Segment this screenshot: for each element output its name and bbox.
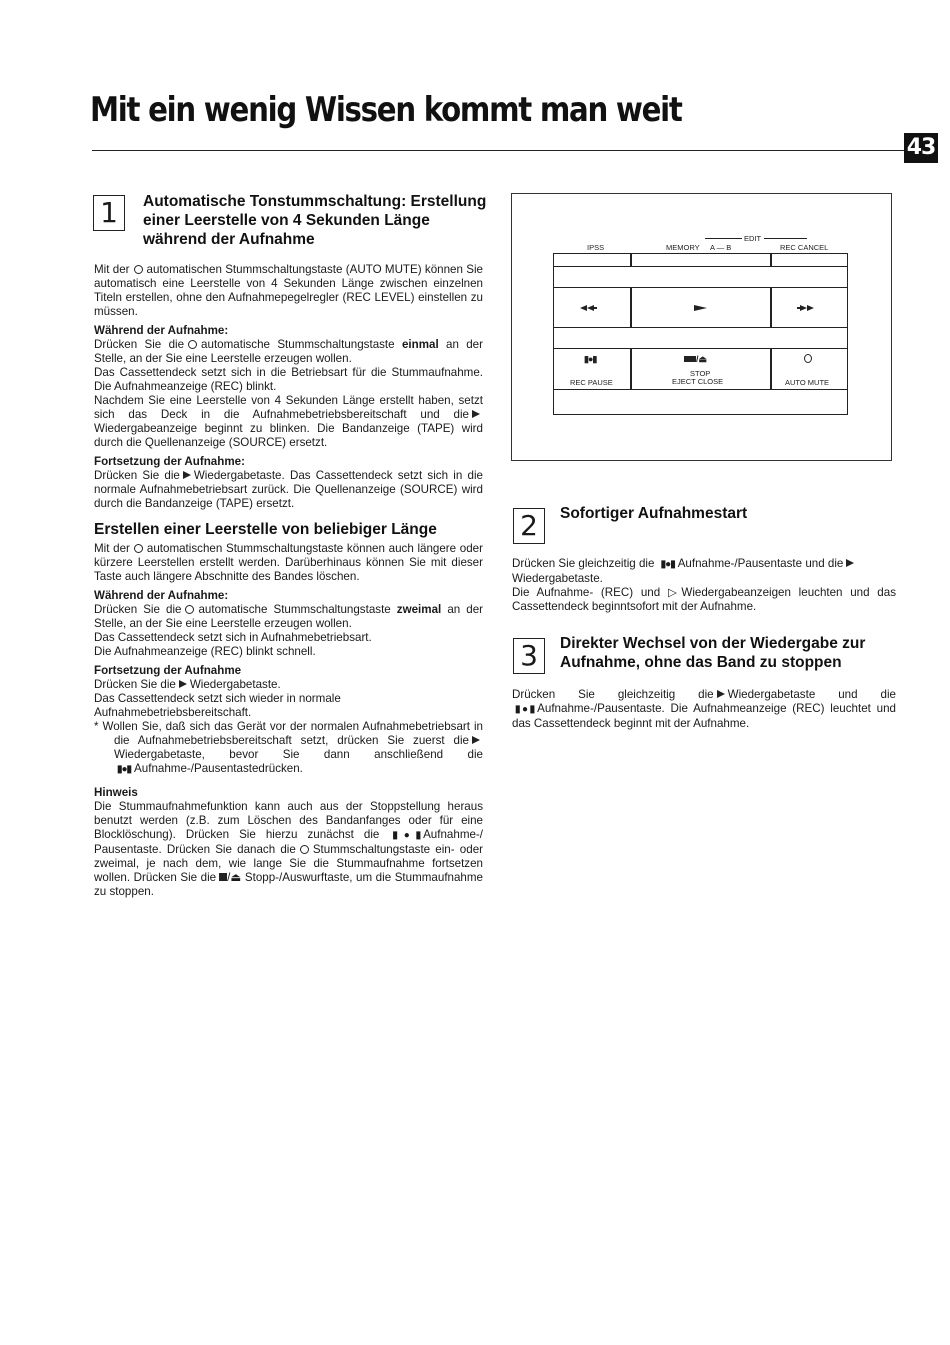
section2-text bbox=[512, 557, 896, 614]
rec-pause-icon: ▮●▮ bbox=[584, 354, 597, 364]
play-icon bbox=[472, 410, 480, 418]
play-icon bbox=[179, 680, 187, 688]
section1b-continue-text: Drücken Sie die Wiedergabetaste. bbox=[94, 678, 281, 691]
page-number: 43 bbox=[904, 133, 938, 163]
section3-heading: Direkter Wechsel von der Wiedergabe zur Aufnahme, ohne das Band zu stoppen bbox=[560, 635, 866, 671]
edit-bracket-left bbox=[705, 238, 742, 239]
label-stop: STOP bbox=[690, 369, 711, 378]
left-column bbox=[94, 263, 483, 899]
label-eject-close: EJECT CLOSE bbox=[672, 377, 724, 386]
rec-pause-icon: ▮●▮ bbox=[660, 559, 675, 570]
rec-pause-icon: ▮●▮ bbox=[117, 764, 132, 775]
auto-mute-icon bbox=[804, 354, 812, 366]
section-number-1: 1 bbox=[93, 195, 125, 231]
section1b-continue-text-2: Das Cassettendeck setzt sich wieder in normale Aufnahmebetriebsbereitschaft. bbox=[94, 692, 341, 719]
section2-heading: Sofortiger Aufnahmestart bbox=[560, 505, 748, 522]
section3-paragraph: Drücken Sie gleichzeitig die Wiedergabetaste und die ▮●▮ Aufnahme-/Pausentaste. Die Aufnahmeanzeige (REC) leuchtet und das Cassettendeck beginnt mit der Aufnahme. bbox=[512, 688, 896, 730]
label-ipss: IPSS bbox=[587, 243, 605, 252]
section1b-during-heading: Während der Aufnahme: bbox=[94, 589, 229, 602]
section1-during-text-2: Das Cassettendeck setzt sich in die Betriebsart für die Stummaufnahme. Die Aufnahmeanzeige (REC) blinkt. bbox=[94, 366, 483, 393]
section2-paragraph-2: Die Aufnahme- (REC) und ▷Wiedergabeanzeigen leuchten und das Cassettendeck beginntsofort mit der Aufnahme. bbox=[512, 586, 896, 613]
section1b-during-text: Drücken Sie die automatische Stummschaltungstaste zweimal an der Stelle, an der Sie eine Leerstelle erzeugen wollen. bbox=[94, 603, 483, 630]
play-outline-icon: ▷ bbox=[667, 586, 682, 599]
label-a-b: A — B bbox=[710, 243, 732, 252]
hint-heading: Hinweis bbox=[94, 786, 138, 799]
fast-forward-icon bbox=[797, 302, 814, 314]
play-icon bbox=[717, 690, 725, 698]
auto-mute-icon bbox=[300, 845, 309, 854]
play-icon bbox=[183, 471, 191, 479]
memory-button[interactable] bbox=[630, 253, 772, 267]
rec-pause-icon: ▮●▮ bbox=[515, 704, 535, 715]
ipss-button[interactable] bbox=[553, 253, 632, 267]
title-rule bbox=[92, 150, 904, 151]
section-number-2: 2 bbox=[513, 508, 545, 544]
stop-icon bbox=[219, 873, 227, 881]
hint-text: Die Stummaufnahmefunktion kann auch aus der Stoppstellung heraus benutzt werden (z.B. zum Löschen des Bandanfanges oder für eine Blocklöschung). Drücken Sie hierzu zunächst die ▮●▮ Aufnahme-/ Pausentaste. Drücken Sie danach die Stummschaltungstaste ein- oder zweimal, je nach dem, wie lange Sie die Stummaufnahme fortsetzen wollen. Drücken Sie die /⏏ Stopp-/Auswurftaste, um die Stummaufnahme zu stoppen. bbox=[94, 800, 484, 898]
page-title: Mit ein wenig Wissen kommt man weit bbox=[90, 90, 682, 130]
rec-cancel-button[interactable] bbox=[770, 253, 848, 267]
rec-pause-icon: ▮●▮ bbox=[392, 830, 421, 841]
play-icon bbox=[846, 559, 854, 567]
section1b-heading: Erstellen einer Leerstelle von beliebiger Länge bbox=[94, 521, 437, 538]
section1b-note: * Wollen Sie, daß sich das Gerät vor der normalen Aufnahmebetriebsart in die Aufnahmebetriebsbereitschaft setzt, drücken Sie zuerst dieWiedergabetaste, bevor Sie dann anschließend die ▮●▮ Aufnahme-/Pausentastedrücken. bbox=[94, 720, 483, 775]
label-auto-mute: AUTO MUTE bbox=[785, 378, 830, 387]
edit-bracket-right bbox=[764, 238, 807, 239]
section1-during-heading: Während der Aufnahme: bbox=[94, 324, 229, 337]
section1b-during-text-2: Das Cassettendeck setzt sich in Aufnahmebetriebsart. bbox=[94, 631, 372, 644]
deck-panel bbox=[553, 253, 848, 415]
play-icon bbox=[694, 302, 707, 314]
auto-mute-icon bbox=[185, 605, 194, 614]
section-number-3: 3 bbox=[513, 638, 545, 674]
section1-during-text: Drücken Sie die automatische Stummschaltungstaste einmal an der Stelle, an der Sie eine Leerstelle erzeugen wollen. bbox=[94, 338, 483, 365]
stop-eject-icon: /⏏ bbox=[684, 354, 707, 365]
eject-icon: ⏏ bbox=[230, 871, 242, 884]
section1b-intro: Mit der automatischen Stummschaltungstaste können auch längere oder kürzere Leerstellen erstellt werden. Darüberhinaus können Sie mit dieser Taste auch längere Abschnitte des Bandes löschen. bbox=[94, 542, 483, 583]
rewind-icon bbox=[580, 302, 597, 314]
label-rec-cancel: REC CANCEL bbox=[780, 243, 829, 252]
section1b-during-text-3: Die Aufnahmeanzeige (REC) blinkt schnell. bbox=[94, 645, 316, 658]
auto-mute-icon bbox=[188, 340, 197, 349]
label-rec-pause: REC PAUSE bbox=[570, 378, 613, 387]
play-icon bbox=[472, 736, 480, 744]
section1-heading: Automatische Tonstummschaltung: Erstellung einer Leerstelle von 4 Sekunden Länge während der Aufnahme bbox=[143, 193, 487, 248]
auto-mute-icon bbox=[134, 544, 143, 553]
section2-paragraph: Drücken Sie gleichzeitig die ▮●▮ Aufnahme-/Pausentaste und dieWiedergabetaste. bbox=[512, 557, 896, 586]
section1-intro: Mit der automatischen Stummschaltungstaste (AUTO MUTE) können Sie automatisch eine Leerstelle von 4 Sekunden Länge zwischen einzelnen Titeln erstellen, ohne den Aufnahmepegelregler (REC LEVEL) einstellen zu müssen. bbox=[94, 263, 483, 318]
section3-text bbox=[512, 688, 896, 731]
label-memory: MEMORY bbox=[666, 243, 700, 252]
section1-continue-text: Drücken Sie die Wiedergabetaste. Das Cassettendeck setzt sich in die normale Aufnahmebetriebsart zurück. Die Quellenanzeige (SOURCE) wird durch die Bandanzeige (TAPE) ersetzt. bbox=[94, 469, 483, 510]
section1-continue-heading: Fortsetzung der Aufnahme: bbox=[94, 455, 245, 468]
section1b-continue-heading: Fortsetzung der Aufnahme bbox=[94, 664, 242, 677]
label-edit: EDIT bbox=[744, 234, 762, 243]
section1-during-text-3: Nachdem Sie eine Leerstelle von 4 Sekunden Länge erstellt haben, setzt sich das Deck in die Aufnahmebetriebsbereitschaft und dieWiedergabeanzeige beginnt zu blinken. Die Bandanzeige (TAPE) wird durch die Quellenanzeige (SOURCE) ersetzt. bbox=[94, 394, 483, 449]
auto-mute-icon bbox=[134, 265, 143, 274]
